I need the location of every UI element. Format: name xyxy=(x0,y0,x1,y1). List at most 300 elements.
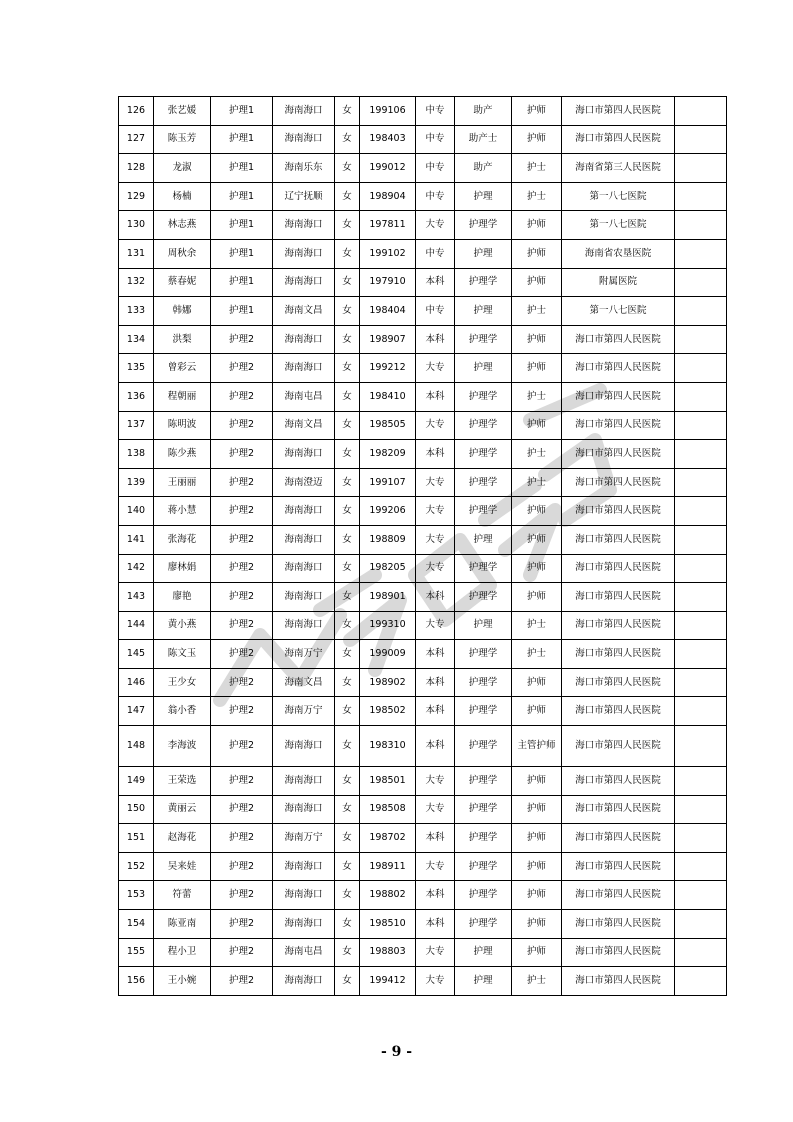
cell-native-place: 海南海口 xyxy=(273,525,335,554)
cell-education: 中专 xyxy=(416,97,455,126)
cell-title: 护士 xyxy=(512,440,562,469)
cell-specialty: 护理1 xyxy=(211,268,273,297)
cell-birth-date: 198802 xyxy=(360,881,416,910)
cell-native-place: 辽宁抚顺 xyxy=(273,182,335,211)
cell-remark xyxy=(675,297,727,326)
cell-remark xyxy=(675,268,727,297)
cell-education: 本科 xyxy=(416,881,455,910)
cell-education: 大专 xyxy=(416,211,455,240)
cell-specialty: 护理1 xyxy=(211,239,273,268)
table-row xyxy=(119,767,727,796)
cell-title: 护师 xyxy=(512,554,562,583)
cell-title: 护师 xyxy=(512,852,562,881)
cell-gender: 女 xyxy=(335,554,360,583)
cell-gender: 女 xyxy=(335,97,360,126)
cell-birth-date: 198809 xyxy=(360,525,416,554)
cell-workplace: 海南省农垦医院 xyxy=(562,239,675,268)
cell-row-number: 137 xyxy=(119,411,154,440)
cell-specialty: 护理1 xyxy=(211,211,273,240)
cell-remark xyxy=(675,211,727,240)
cell-gender: 女 xyxy=(335,239,360,268)
cell-specialty: 护理2 xyxy=(211,910,273,939)
cell-gender: 女 xyxy=(335,640,360,669)
cell-specialty: 护理2 xyxy=(211,795,273,824)
cell-major: 护理学 xyxy=(455,852,512,881)
table-row xyxy=(119,525,727,554)
cell-education: 大专 xyxy=(416,497,455,526)
cell-row-number: 148 xyxy=(119,726,154,767)
cell-specialty: 护理2 xyxy=(211,767,273,796)
cell-workplace: 海口市第四人民医院 xyxy=(562,554,675,583)
table-row xyxy=(119,795,727,824)
table-row xyxy=(119,554,727,583)
cell-major: 护理学 xyxy=(455,640,512,669)
cell-native-place: 海南屯昌 xyxy=(273,382,335,411)
cell-workplace: 海口市第四人民医院 xyxy=(562,525,675,554)
cell-name: 王少女 xyxy=(154,668,211,697)
cell-gender: 女 xyxy=(335,468,360,497)
cell-workplace: 海口市第四人民医院 xyxy=(562,824,675,853)
cell-remark xyxy=(675,583,727,612)
cell-gender: 女 xyxy=(335,497,360,526)
cell-education: 中专 xyxy=(416,239,455,268)
cell-native-place: 海南海口 xyxy=(273,268,335,297)
cell-workplace: 第一八七医院 xyxy=(562,211,675,240)
cell-specialty: 护理1 xyxy=(211,97,273,126)
cell-name: 蒋小慧 xyxy=(154,497,211,526)
cell-birth-date: 198505 xyxy=(360,411,416,440)
cell-title: 护师 xyxy=(512,239,562,268)
cell-remark xyxy=(675,497,727,526)
cell-birth-date: 198404 xyxy=(360,297,416,326)
cell-workplace: 海口市第四人民医院 xyxy=(562,583,675,612)
cell-major: 护理学 xyxy=(455,411,512,440)
cell-name: 陈明波 xyxy=(154,411,211,440)
cell-education: 大专 xyxy=(416,354,455,383)
cell-title: 护士 xyxy=(512,297,562,326)
cell-major: 护理 xyxy=(455,182,512,211)
cell-gender: 女 xyxy=(335,125,360,154)
cell-row-number: 130 xyxy=(119,211,154,240)
cell-workplace: 海口市第四人民医院 xyxy=(562,382,675,411)
cell-birth-date: 198907 xyxy=(360,325,416,354)
cell-workplace: 海口市第四人民医院 xyxy=(562,97,675,126)
cell-specialty: 护理2 xyxy=(211,852,273,881)
cell-remark xyxy=(675,525,727,554)
cell-gender: 女 xyxy=(335,440,360,469)
cell-education: 本科 xyxy=(416,697,455,726)
cell-name: 陈少燕 xyxy=(154,440,211,469)
cell-birth-date: 198901 xyxy=(360,583,416,612)
cell-workplace: 海南省第三人民医院 xyxy=(562,154,675,183)
cell-specialty: 护理2 xyxy=(211,938,273,967)
cell-remark xyxy=(675,938,727,967)
cell-gender: 女 xyxy=(335,382,360,411)
cell-remark xyxy=(675,726,727,767)
cell-native-place: 海南文昌 xyxy=(273,411,335,440)
table-row xyxy=(119,697,727,726)
cell-workplace: 海口市第四人民医院 xyxy=(562,967,675,996)
cell-gender: 女 xyxy=(335,611,360,640)
cell-native-place: 海南澄迈 xyxy=(273,468,335,497)
cell-title: 护师 xyxy=(512,583,562,612)
cell-major: 护理学 xyxy=(455,583,512,612)
cell-native-place: 海南海口 xyxy=(273,881,335,910)
cell-gender: 女 xyxy=(335,297,360,326)
cell-workplace: 海口市第四人民医院 xyxy=(562,767,675,796)
cell-birth-date: 198410 xyxy=(360,382,416,411)
cell-remark xyxy=(675,468,727,497)
table-row xyxy=(119,668,727,697)
cell-workplace: 海口市第四人民医院 xyxy=(562,881,675,910)
cell-major: 护理学 xyxy=(455,440,512,469)
cell-specialty: 护理2 xyxy=(211,967,273,996)
cell-native-place: 海南万宁 xyxy=(273,697,335,726)
cell-gender: 女 xyxy=(335,967,360,996)
cell-name: 李海波 xyxy=(154,726,211,767)
cell-title: 护师 xyxy=(512,881,562,910)
cell-row-number: 131 xyxy=(119,239,154,268)
cell-row-number: 141 xyxy=(119,525,154,554)
cell-birth-date: 198702 xyxy=(360,824,416,853)
cell-gender: 女 xyxy=(335,583,360,612)
cell-title: 护士 xyxy=(512,468,562,497)
cell-name: 廖艳 xyxy=(154,583,211,612)
cell-birth-date: 198902 xyxy=(360,668,416,697)
cell-education: 本科 xyxy=(416,325,455,354)
cell-birth-date: 199107 xyxy=(360,468,416,497)
cell-native-place: 海南海口 xyxy=(273,967,335,996)
cell-major: 护理学 xyxy=(455,268,512,297)
table-row xyxy=(119,824,727,853)
cell-title: 护师 xyxy=(512,97,562,126)
cell-workplace: 海口市第四人民医院 xyxy=(562,697,675,726)
cell-row-number: 135 xyxy=(119,354,154,383)
cell-remark xyxy=(675,239,727,268)
cell-row-number: 149 xyxy=(119,767,154,796)
table-row xyxy=(119,910,727,939)
cell-birth-date: 199206 xyxy=(360,497,416,526)
table-row xyxy=(119,640,727,669)
cell-workplace: 附属医院 xyxy=(562,268,675,297)
cell-workplace: 海口市第四人民医院 xyxy=(562,325,675,354)
cell-education: 中专 xyxy=(416,125,455,154)
cell-education: 中专 xyxy=(416,297,455,326)
cell-gender: 女 xyxy=(335,525,360,554)
cell-name: 符蕾 xyxy=(154,881,211,910)
cell-birth-date: 199212 xyxy=(360,354,416,383)
cell-specialty: 护理2 xyxy=(211,881,273,910)
cell-title: 护师 xyxy=(512,211,562,240)
cell-gender: 女 xyxy=(335,795,360,824)
table-row xyxy=(119,411,727,440)
cell-workplace: 海口市第四人民医院 xyxy=(562,640,675,669)
cell-name: 周秋余 xyxy=(154,239,211,268)
cell-row-number: 136 xyxy=(119,382,154,411)
cell-education: 大专 xyxy=(416,938,455,967)
cell-remark xyxy=(675,440,727,469)
cell-name: 程小卫 xyxy=(154,938,211,967)
cell-name: 曾彩云 xyxy=(154,354,211,383)
cell-native-place: 海南海口 xyxy=(273,852,335,881)
cell-name: 龙淑 xyxy=(154,154,211,183)
cell-gender: 女 xyxy=(335,325,360,354)
cell-education: 本科 xyxy=(416,440,455,469)
cell-row-number: 134 xyxy=(119,325,154,354)
cell-major: 护理学 xyxy=(455,554,512,583)
cell-native-place: 海南海口 xyxy=(273,910,335,939)
cell-native-place: 海南文昌 xyxy=(273,297,335,326)
cell-remark xyxy=(675,97,727,126)
cell-education: 大专 xyxy=(416,611,455,640)
cell-education: 大专 xyxy=(416,468,455,497)
cell-workplace: 海口市第四人民医院 xyxy=(562,411,675,440)
cell-major: 护理学 xyxy=(455,726,512,767)
cell-name: 张艺媛 xyxy=(154,97,211,126)
cell-specialty: 护理2 xyxy=(211,440,273,469)
cell-specialty: 护理2 xyxy=(211,583,273,612)
cell-row-number: 126 xyxy=(119,97,154,126)
table-row xyxy=(119,382,727,411)
cell-specialty: 护理2 xyxy=(211,726,273,767)
cell-workplace: 第一八七医院 xyxy=(562,297,675,326)
cell-name: 程朝丽 xyxy=(154,382,211,411)
cell-title: 护师 xyxy=(512,668,562,697)
cell-title: 护师 xyxy=(512,697,562,726)
cell-major: 护理学 xyxy=(455,697,512,726)
cell-major: 护理 xyxy=(455,297,512,326)
cell-gender: 女 xyxy=(335,910,360,939)
cell-remark xyxy=(675,325,727,354)
cell-gender: 女 xyxy=(335,154,360,183)
cell-row-number: 145 xyxy=(119,640,154,669)
cell-native-place: 海南文昌 xyxy=(273,668,335,697)
cell-workplace: 海口市第四人民医院 xyxy=(562,852,675,881)
cell-major: 护理 xyxy=(455,354,512,383)
cell-specialty: 护理2 xyxy=(211,525,273,554)
cell-gender: 女 xyxy=(335,824,360,853)
cell-remark xyxy=(675,382,727,411)
cell-education: 中专 xyxy=(416,182,455,211)
cell-name: 黄丽云 xyxy=(154,795,211,824)
cell-education: 本科 xyxy=(416,910,455,939)
cell-title: 护师 xyxy=(512,767,562,796)
cell-row-number: 154 xyxy=(119,910,154,939)
cell-title: 护师 xyxy=(512,497,562,526)
cell-row-number: 132 xyxy=(119,268,154,297)
cell-birth-date: 198911 xyxy=(360,852,416,881)
cell-name: 陈文玉 xyxy=(154,640,211,669)
cell-birth-date: 199102 xyxy=(360,239,416,268)
cell-row-number: 156 xyxy=(119,967,154,996)
cell-row-number: 129 xyxy=(119,182,154,211)
cell-specialty: 护理2 xyxy=(211,325,273,354)
cell-workplace: 海口市第四人民医院 xyxy=(562,938,675,967)
cell-remark xyxy=(675,182,727,211)
cell-major: 助产士 xyxy=(455,125,512,154)
cell-name: 翁小香 xyxy=(154,697,211,726)
cell-remark xyxy=(675,795,727,824)
cell-row-number: 128 xyxy=(119,154,154,183)
cell-workplace: 海口市第四人民医院 xyxy=(562,726,675,767)
cell-education: 大专 xyxy=(416,795,455,824)
cell-major: 护理学 xyxy=(455,325,512,354)
cell-major: 护理 xyxy=(455,938,512,967)
cell-workplace: 第一八七医院 xyxy=(562,182,675,211)
cell-birth-date: 199009 xyxy=(360,640,416,669)
cell-birth-date: 198803 xyxy=(360,938,416,967)
cell-major: 护理 xyxy=(455,611,512,640)
cell-major: 护理学 xyxy=(455,211,512,240)
cell-remark xyxy=(675,767,727,796)
cell-birth-date: 198205 xyxy=(360,554,416,583)
cell-native-place: 海南海口 xyxy=(273,795,335,824)
cell-title: 护师 xyxy=(512,795,562,824)
cell-row-number: 147 xyxy=(119,697,154,726)
cell-title: 主管护师 xyxy=(512,726,562,767)
cell-birth-date: 197811 xyxy=(360,211,416,240)
cell-major: 助产 xyxy=(455,97,512,126)
cell-gender: 女 xyxy=(335,354,360,383)
personnel-table xyxy=(118,96,727,996)
cell-specialty: 护理1 xyxy=(211,125,273,154)
cell-row-number: 133 xyxy=(119,297,154,326)
cell-native-place: 海南海口 xyxy=(273,325,335,354)
cell-specialty: 护理2 xyxy=(211,354,273,383)
cell-gender: 女 xyxy=(335,938,360,967)
cell-remark xyxy=(675,824,727,853)
cell-native-place: 海南海口 xyxy=(273,239,335,268)
cell-birth-date: 199012 xyxy=(360,154,416,183)
table-row xyxy=(119,611,727,640)
cell-name: 赵海花 xyxy=(154,824,211,853)
cell-title: 护士 xyxy=(512,967,562,996)
cell-row-number: 127 xyxy=(119,125,154,154)
cell-name: 张海花 xyxy=(154,525,211,554)
cell-native-place: 海南海口 xyxy=(273,554,335,583)
cell-specialty: 护理2 xyxy=(211,411,273,440)
cell-name: 蔡春妮 xyxy=(154,268,211,297)
cell-remark xyxy=(675,611,727,640)
cell-native-place: 海南屯昌 xyxy=(273,938,335,967)
cell-major: 护理学 xyxy=(455,881,512,910)
cell-gender: 女 xyxy=(335,211,360,240)
cell-birth-date: 198209 xyxy=(360,440,416,469)
cell-remark xyxy=(675,411,727,440)
table-row xyxy=(119,726,727,767)
cell-education: 本科 xyxy=(416,583,455,612)
cell-specialty: 护理1 xyxy=(211,154,273,183)
cell-native-place: 海南海口 xyxy=(273,767,335,796)
cell-specialty: 护理2 xyxy=(211,611,273,640)
cell-name: 陈玉芳 xyxy=(154,125,211,154)
cell-title: 护师 xyxy=(512,824,562,853)
table-row xyxy=(119,354,727,383)
cell-native-place: 海南海口 xyxy=(273,497,335,526)
cell-name: 吴来娃 xyxy=(154,852,211,881)
cell-title: 护士 xyxy=(512,182,562,211)
cell-specialty: 护理2 xyxy=(211,640,273,669)
cell-title: 护师 xyxy=(512,938,562,967)
cell-row-number: 151 xyxy=(119,824,154,853)
table-row xyxy=(119,297,727,326)
cell-native-place: 海南海口 xyxy=(273,125,335,154)
cell-education: 本科 xyxy=(416,640,455,669)
cell-major: 护理 xyxy=(455,967,512,996)
cell-row-number: 153 xyxy=(119,881,154,910)
cell-workplace: 海口市第四人民医院 xyxy=(562,611,675,640)
cell-birth-date: 198501 xyxy=(360,767,416,796)
cell-name: 杨楠 xyxy=(154,182,211,211)
cell-native-place: 海南万宁 xyxy=(273,824,335,853)
cell-workplace: 海口市第四人民医院 xyxy=(562,354,675,383)
cell-birth-date: 198904 xyxy=(360,182,416,211)
table-row xyxy=(119,211,727,240)
cell-native-place: 海南海口 xyxy=(273,211,335,240)
table-row xyxy=(119,268,727,297)
cell-major: 护理学 xyxy=(455,910,512,939)
cell-name: 王丽丽 xyxy=(154,468,211,497)
cell-name: 廖林娟 xyxy=(154,554,211,583)
cell-name: 王荣选 xyxy=(154,767,211,796)
cell-title: 护师 xyxy=(512,910,562,939)
cell-remark xyxy=(675,910,727,939)
cell-row-number: 143 xyxy=(119,583,154,612)
cell-education: 中专 xyxy=(416,154,455,183)
cell-row-number: 138 xyxy=(119,440,154,469)
cell-remark xyxy=(675,640,727,669)
table-row xyxy=(119,583,727,612)
cell-birth-date: 198403 xyxy=(360,125,416,154)
cell-remark xyxy=(675,354,727,383)
table-row xyxy=(119,239,727,268)
table-row xyxy=(119,125,727,154)
table-row xyxy=(119,497,727,526)
cell-row-number: 146 xyxy=(119,668,154,697)
cell-gender: 女 xyxy=(335,726,360,767)
cell-gender: 女 xyxy=(335,852,360,881)
cell-birth-date: 198510 xyxy=(360,910,416,939)
table-row xyxy=(119,881,727,910)
cell-gender: 女 xyxy=(335,268,360,297)
cell-major: 护理学 xyxy=(455,382,512,411)
cell-remark xyxy=(675,554,727,583)
cell-title: 护师 xyxy=(512,411,562,440)
cell-native-place: 海南海口 xyxy=(273,440,335,469)
cell-education: 本科 xyxy=(416,726,455,767)
table-row xyxy=(119,154,727,183)
cell-workplace: 海口市第四人民医院 xyxy=(562,468,675,497)
cell-specialty: 护理2 xyxy=(211,554,273,583)
cell-row-number: 139 xyxy=(119,468,154,497)
table-row xyxy=(119,468,727,497)
cell-title: 护师 xyxy=(512,268,562,297)
cell-major: 护理学 xyxy=(455,468,512,497)
cell-title: 护士 xyxy=(512,611,562,640)
cell-gender: 女 xyxy=(335,697,360,726)
cell-birth-date: 198502 xyxy=(360,697,416,726)
cell-education: 大专 xyxy=(416,411,455,440)
cell-native-place: 海南海口 xyxy=(273,583,335,612)
cell-major: 护理学 xyxy=(455,795,512,824)
cell-remark xyxy=(675,967,727,996)
cell-title: 护师 xyxy=(512,325,562,354)
cell-education: 本科 xyxy=(416,824,455,853)
cell-row-number: 140 xyxy=(119,497,154,526)
cell-birth-date: 198310 xyxy=(360,726,416,767)
cell-specialty: 护理1 xyxy=(211,182,273,211)
cell-remark xyxy=(675,697,727,726)
